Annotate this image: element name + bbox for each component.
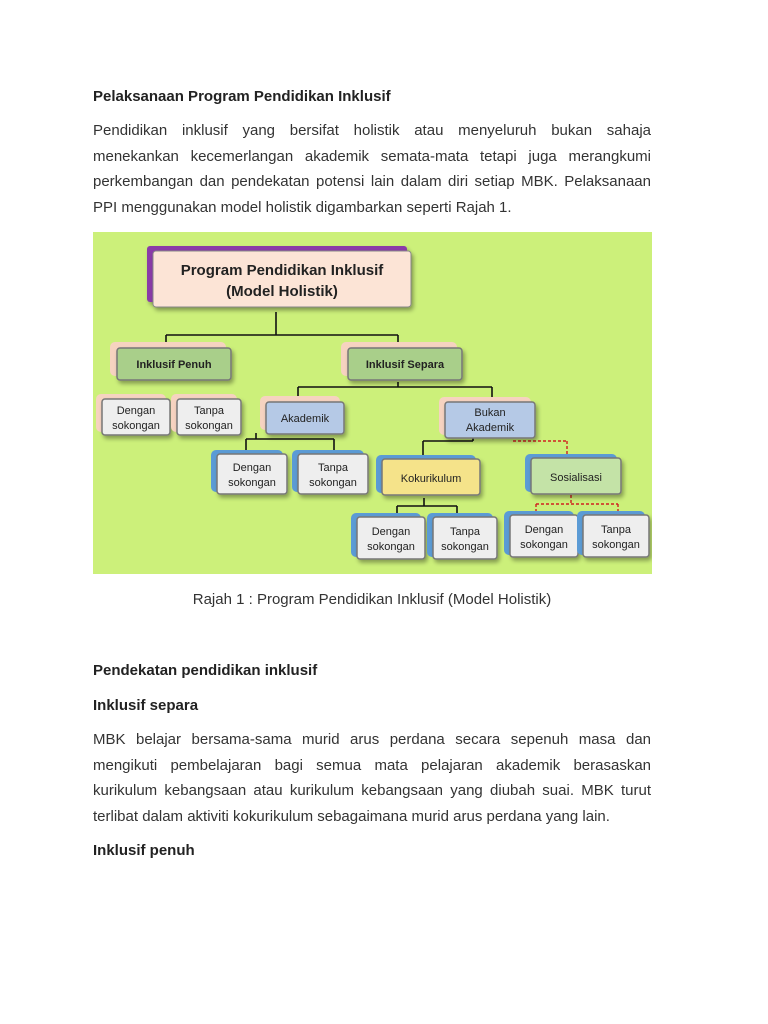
akademik-tanpa-sokongan-node bbox=[292, 450, 368, 494]
svg-text:Tanpa: Tanpa bbox=[318, 462, 348, 474]
svg-text:Akademik: Akademik bbox=[465, 422, 515, 434]
root-title-line1: Program Pendidikan Inklusif bbox=[180, 262, 384, 279]
kokurikulum-dengan-sokongan-node bbox=[351, 513, 425, 559]
separa-paragraph: MBK belajar bersama-sama murid arus perdana secara sepenuh masa dan mengikuti pembelajaran bagi semua mata pelajaran akademik berasaskan kurikulum kebangsaan atau kurikulum kebangsaan yang diubah suai. MBK turut terlibat dalam aktiviti kokurikulum sebagaimana murid arus perdana yang lain. bbox=[93, 731, 651, 825]
penuh-tanpa-sokongan-node bbox=[171, 394, 241, 435]
svg-text:sokongan: sokongan bbox=[309, 477, 357, 489]
svg-text:sokongan: sokongan bbox=[367, 541, 415, 553]
approach-heading: Pendekatan pendidikan inklusif bbox=[93, 662, 318, 679]
svg-text:sokongan: sokongan bbox=[112, 420, 160, 432]
kokurikulum-label: Kokurikulum bbox=[400, 473, 462, 485]
svg-text:sokongan: sokongan bbox=[520, 539, 568, 551]
svg-text:sokongan: sokongan bbox=[185, 420, 233, 432]
svg-text:Dengan: Dengan bbox=[371, 526, 411, 538]
inklusif-separa-label: Inklusif Separa bbox=[365, 359, 445, 371]
subheading-inklusif-penuh: Inklusif penuh bbox=[93, 842, 195, 859]
kokurikulum-node bbox=[376, 455, 480, 495]
inklusif-separa-node bbox=[341, 342, 462, 380]
svg-text:sokongan: sokongan bbox=[592, 539, 640, 551]
penuh-dengan-sokongan-node bbox=[96, 394, 170, 435]
figure-caption: Rajah 1 : Program Pendidikan Inklusif (Model Holistik) bbox=[192, 591, 552, 608]
svg-text:sokongan: sokongan bbox=[228, 477, 276, 489]
svg-text:Dengan: Dengan bbox=[116, 405, 156, 417]
holistic-model-diagram bbox=[93, 232, 652, 574]
svg-text:Dengan: Dengan bbox=[232, 462, 272, 474]
svg-text:Tanpa: Tanpa bbox=[194, 405, 224, 417]
inklusif-penuh-label: Inklusif Penuh bbox=[136, 359, 212, 371]
akademik-label: Akademik bbox=[280, 413, 330, 425]
sosialisasi-tanpa-sokongan-node bbox=[577, 511, 649, 557]
inklusif-penuh-node bbox=[110, 342, 231, 380]
sosialisasi-label: Sosialisasi bbox=[550, 472, 602, 484]
bukan-akademik-node bbox=[439, 397, 535, 438]
root-node bbox=[147, 246, 411, 307]
subheading-inklusif-separa: Inklusif separa bbox=[93, 697, 199, 714]
svg-text:sokongan: sokongan bbox=[441, 541, 489, 553]
svg-text:Dengan: Dengan bbox=[524, 524, 564, 536]
section-title: Pelaksanaan Program Pendidikan Inklusif bbox=[93, 88, 391, 105]
akademik-node bbox=[260, 396, 344, 434]
intro-paragraph: Pendidikan inklusif yang bersifat holistik atau menyeluruh bukan sahaja menekankan kecemerlangan akademik semata-mata tetapi juga merangkumi perkembangan dan pendekatan potensi lain dalam diri setiap MBK. Pelaksanaan PPI menggunakan model holistik digambarkan seperti Rajah 1. bbox=[93, 122, 651, 216]
sosialisasi-dengan-sokongan-node bbox=[504, 511, 578, 557]
svg-text:Tanpa: Tanpa bbox=[601, 524, 631, 536]
svg-text:Bukan: Bukan bbox=[474, 407, 506, 419]
svg-text:Tanpa: Tanpa bbox=[450, 526, 480, 538]
sosialisasi-node bbox=[525, 454, 621, 494]
root-title-line2: (Model Holistik) bbox=[226, 283, 338, 300]
kokurikulum-tanpa-sokongan-node bbox=[427, 513, 497, 559]
akademik-dengan-sokongan-node bbox=[211, 450, 287, 494]
